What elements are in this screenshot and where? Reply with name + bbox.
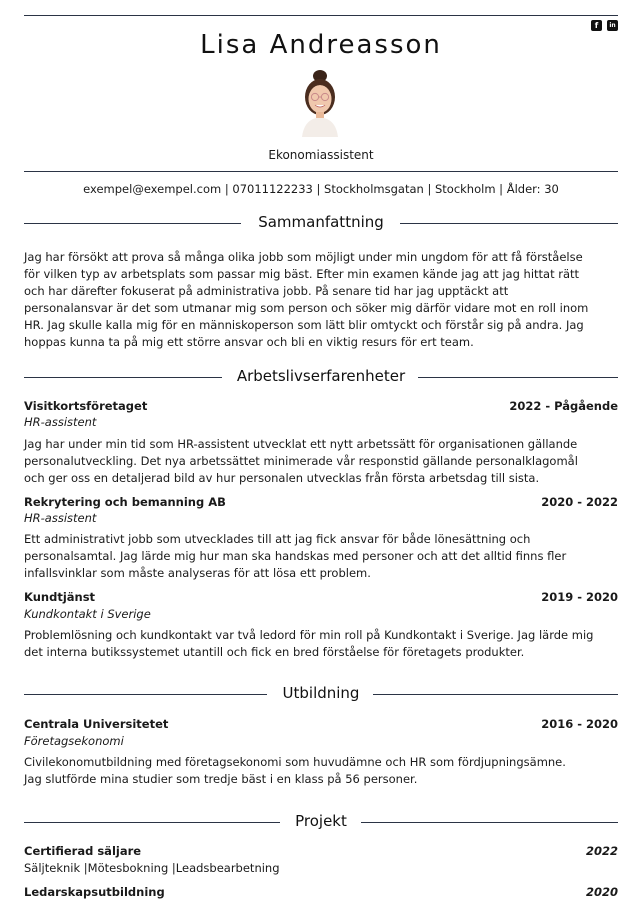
- experience-description: [24, 531, 618, 582]
- description-line: och ger oss en detaljerad bild av hur personalen utvecklas från första arbetsdag till sista.: [24, 471, 540, 485]
- employment-period: 2019 - 2020: [541, 590, 618, 604]
- top-divider: [24, 15, 618, 16]
- summary-line: för vilken typ av arbetsplats som passar mig bäst. Efter min examen kände jag att jag hittat rätt: [24, 267, 580, 281]
- school-name: Centrala Universitetet: [24, 717, 169, 731]
- candidate-name: Lisa Andreasson: [200, 30, 442, 60]
- education-description: [24, 754, 618, 788]
- project-entry-header: [24, 844, 618, 858]
- summary-line: personalansvar är det som utmanar mig som person och söker mig därför vidare mot en roll inom: [24, 301, 589, 315]
- description-line: infallsvinklar som måste analyseras för att lösa ett problem.: [24, 566, 371, 580]
- summary-line: och har därefter fokuserat på administrativa jobb. På senare tid har jag upptäckt att: [24, 284, 509, 298]
- project-name: Ledarskapsutbildning: [24, 885, 165, 899]
- facebook-icon[interactable]: f: [591, 20, 602, 31]
- summary-title: Sammanfattning: [258, 213, 384, 231]
- experience-title: Arbetslivserfarenheter: [236, 367, 406, 385]
- experience-entry-header: [24, 590, 618, 604]
- job-role: HR-assistent: [24, 511, 97, 525]
- company-name: Visitkortsföretaget: [24, 399, 148, 413]
- description-line: Civilekonomutbildning med företagsekonomi som huvudämne och HR som fördjupningsämne.: [24, 755, 566, 769]
- education-title: Utbildning: [282, 684, 360, 702]
- study-period: 2016 - 2020: [541, 717, 618, 731]
- projects-title: Projekt: [295, 812, 347, 830]
- employment-period: 2020 - 2022: [541, 495, 618, 509]
- summary-line: Jag har försökt att prova så många olika jobb som möjligt under min ungdom för att få förståelse: [24, 250, 583, 264]
- description-line: Ett administrativt jobb som utvecklades till att jag fick ansvar för både lönesättning och: [24, 532, 531, 546]
- project-detail: Säljteknik |Mötesbokning |Leadsbearbetning: [24, 861, 280, 875]
- description-line: Jag har under min tid som HR-assistent utvecklat ett nytt arbetssätt för organisationen gällande: [24, 437, 578, 451]
- description-line: Problemlösning och kundkontakt var två ledord för min roll på Kundkontakt i Sverige. Jag lärde mig: [24, 628, 594, 642]
- projects-heading: [24, 812, 618, 832]
- experience-description: [24, 436, 618, 487]
- experience-description: [24, 627, 618, 661]
- education-entry-header: [24, 717, 618, 731]
- header-divider: [24, 171, 618, 172]
- profile-photo: [298, 67, 342, 137]
- project-name: Certifierad säljare: [24, 844, 142, 858]
- description-line: personalsamtal. Jag lärde mig hur man ska handskas med personer och att det alltid finns fler: [24, 549, 567, 563]
- contact-line: exempel@exempel.com | 07011122233 | Stockholmsgatan | Stockholm | Ålder: 30: [83, 182, 559, 196]
- summary-line: hoppas kunna ta på mig ett större ansvar och bli en viktig resurs för ert team.: [24, 335, 474, 349]
- job-role: Kundkontakt i Sverige: [24, 607, 151, 621]
- job-title: Ekonomiassistent: [268, 148, 374, 162]
- summary-text: [24, 249, 618, 351]
- experience-entry-header: [24, 399, 618, 413]
- project-year: 2020: [585, 885, 618, 899]
- description-line: det interna butikssystemet utantill och fick en bred förståelse för företagets produkter.: [24, 645, 525, 659]
- summary-heading: [24, 213, 618, 233]
- experience-entry-header: [24, 495, 618, 509]
- company-name: Rekrytering och bemanning AB: [24, 495, 226, 509]
- employment-period: 2022 - Pågående: [509, 399, 618, 413]
- project-entry-header: [24, 885, 618, 899]
- description-line: Jag slutförde mina studier som tredje bäst i en klass på 56 personer.: [24, 772, 418, 786]
- study-program: Företagsekonomi: [24, 734, 124, 748]
- project-year: 2022: [585, 844, 618, 858]
- resume-page: [24, 0, 618, 903]
- linkedin-icon[interactable]: in: [607, 20, 618, 31]
- experience-heading: [24, 367, 618, 387]
- company-name: Kundtjänst: [24, 590, 96, 604]
- summary-line: HR. Jag skulle kalla mig för en människoperson som lätt blir omtyckt och förstår sig på andra. Jag: [24, 318, 584, 332]
- description-line: personalutveckling. Det nya arbetssättet minimerade vår responstid gällande personalklagomål: [24, 454, 578, 468]
- job-role: HR-assistent: [24, 415, 97, 429]
- education-heading: [24, 684, 618, 704]
